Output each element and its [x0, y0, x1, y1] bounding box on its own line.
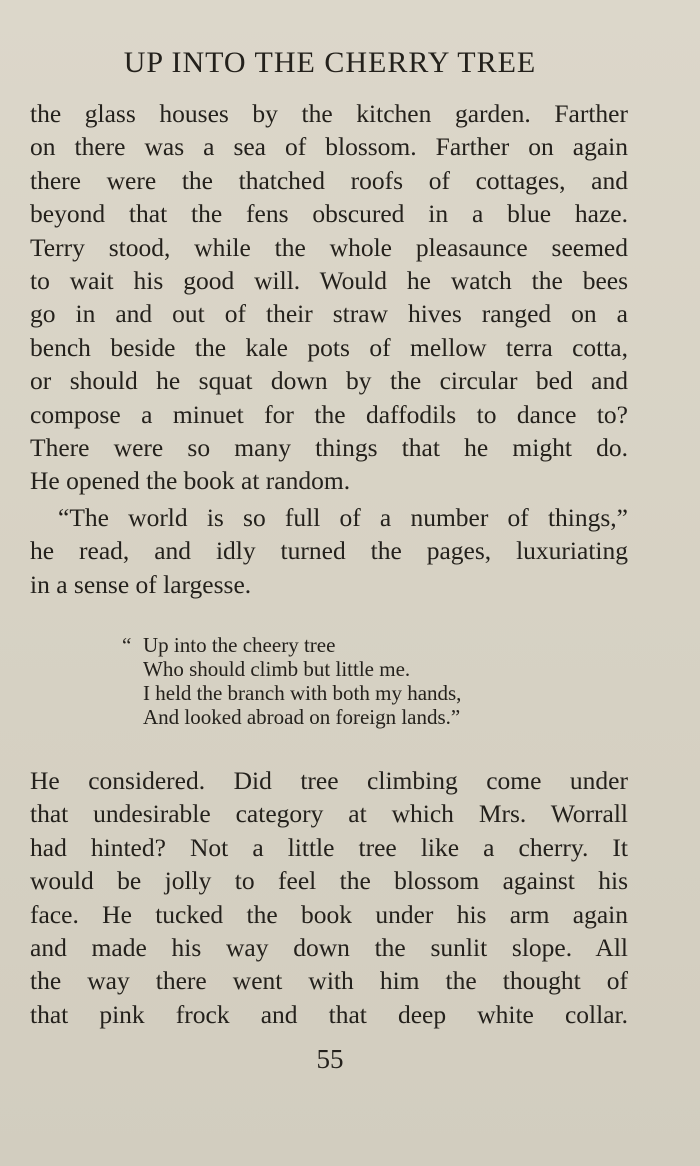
text-line: on there was a sea of blossom. Farther on again — [30, 132, 628, 162]
paragraph-2 — [30, 501, 628, 601]
text-line: beyond that the fens obscured in a blue haze. — [30, 199, 628, 229]
text-line: or should he squat down by the circular bed and — [30, 366, 628, 396]
text-line: bench beside the kale pots of mellow terra cotta, — [30, 332, 628, 362]
text-line: the way there went with him the thought of — [30, 966, 628, 996]
text-line: and made his way down the sunlit slope. All — [30, 932, 628, 962]
open-quote-mark: “ — [122, 633, 132, 657]
text-line: there were the thatched roofs of cottages, and — [30, 165, 628, 195]
text-line: compose a minuet for the daffodils to dance to? — [30, 399, 628, 429]
text-line: There were so many things that he might do. — [30, 432, 628, 462]
paragraph-1 — [30, 97, 628, 498]
text-line: go in and out of their straw hives ranged on a — [30, 299, 628, 329]
text-line: that undesirable category at which Mrs. Worrall — [30, 799, 628, 829]
text-line: He opened the book at random. — [30, 466, 351, 496]
running-head: UP INTO THE CHERRY TREE — [123, 46, 537, 79]
text-line: the glass houses by the kitchen garden. Farther — [30, 99, 628, 128]
text-line: to wait his good will. Would he watch the bees — [30, 265, 628, 295]
poem-line-text: Up into the cheery tree — [143, 633, 336, 657]
page-number: 55 — [316, 1044, 344, 1074]
text-line: He considered. Did tree climbing come under — [30, 766, 628, 795]
text-line: “The world is so full of a number of things,” — [58, 503, 628, 532]
poem-quotation — [122, 633, 461, 729]
text-line: had hinted? Not a little tree like a cherry. It — [30, 832, 628, 862]
text-line: he read, and idly turned the pages, luxuriating — [30, 536, 628, 566]
poem-line — [122, 633, 461, 657]
poem-line: Who should climb but little me. — [143, 657, 411, 681]
text-line: would be jolly to feel the blossom against his — [30, 866, 628, 896]
text-line: face. He tucked the book under his arm again — [30, 899, 628, 929]
text-line: that pink frock and that deep white collar. — [30, 999, 628, 1029]
text-line: Terry stood, while the whole pleasaunce seemed — [30, 232, 628, 262]
text-line: in a sense of largesse. — [30, 569, 252, 599]
poem-line: And looked abroad on foreign lands.” — [143, 705, 461, 729]
paragraph-3 — [30, 764, 628, 1031]
poem-line: I held the branch with both my hands, — [143, 681, 462, 705]
